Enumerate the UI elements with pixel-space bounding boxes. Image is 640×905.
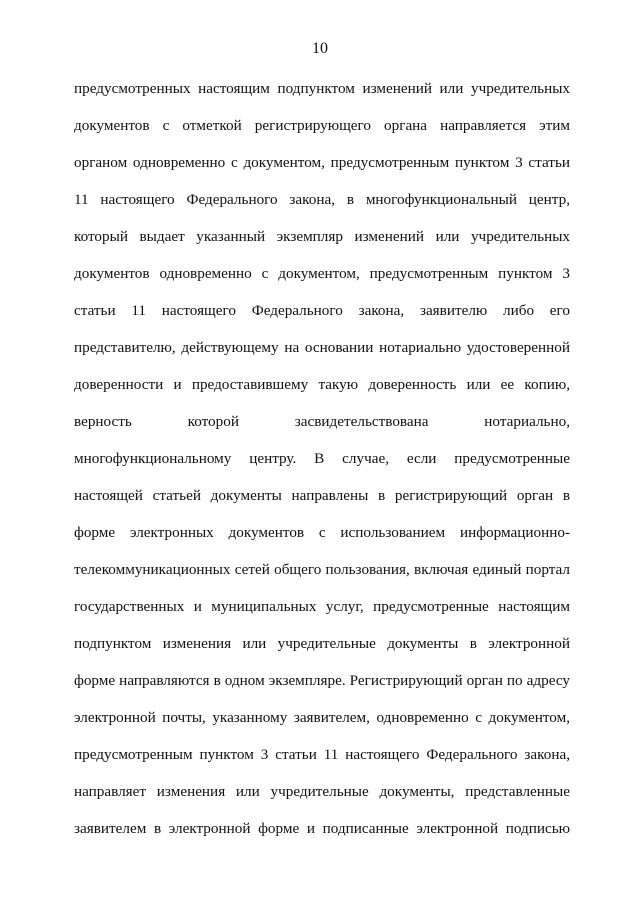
document-body-text [74,70,570,847]
text-line: государственных и муниципальных услуг, предусмотренные настоящим [74,598,570,615]
page-number: 10 [312,40,328,57]
text-line: подпунктом изменения или учредительные документы в электронной [74,635,570,652]
text-line: направляет изменения или учредительные документы, представленные [74,783,570,800]
text-line: 11 настоящего Федерального закона, в многофункциональный центр, [74,191,570,208]
text-line: доверенности и предоставившему такую доверенность или ее копию, [74,376,570,393]
text-line: предусмотренным пунктом 3 статьи 11 настоящего Федерального закона, [74,746,570,763]
text-line: предусмотренных настоящим подпунктом изменений или учредительных [74,80,570,97]
text-line: настоящей статьей документы направлены в регистрирующий орган в [74,487,570,504]
text-line: телекоммуникационных сетей общего пользования, включая единый портал [74,561,570,578]
text-line: многофункциональному центру. В случае, если предусмотренные [74,450,570,467]
text-line: органом одновременно с документом, предусмотренным пунктом 3 статьи [74,154,570,171]
text-line: форме электронных документов с использованием информационно- [74,524,570,541]
text-line: форме направляются в одном экземпляре. Регистрирующий орган по адресу [74,672,570,689]
text-line: документов с отметкой регистрирующего органа направляется этим [74,117,570,134]
text-line: представителю, действующему на основании нотариально удостоверенной [74,339,570,356]
text-line: который выдает указанный экземпляр изменений или учредительных [74,228,570,245]
text-line: верность которой засвидетельствована нотариально, [74,413,570,430]
text-line: статьи 11 настоящего Федерального закона, заявителю либо его [74,302,570,319]
text-line: электронной почты, указанному заявителем, одновременно с документом, [74,709,570,726]
text-line: заявителем в электронной форме и подписанные электронной подписью [74,820,570,837]
text-line: документов одновременно с документом, предусмотренным пунктом 3 [74,265,570,282]
